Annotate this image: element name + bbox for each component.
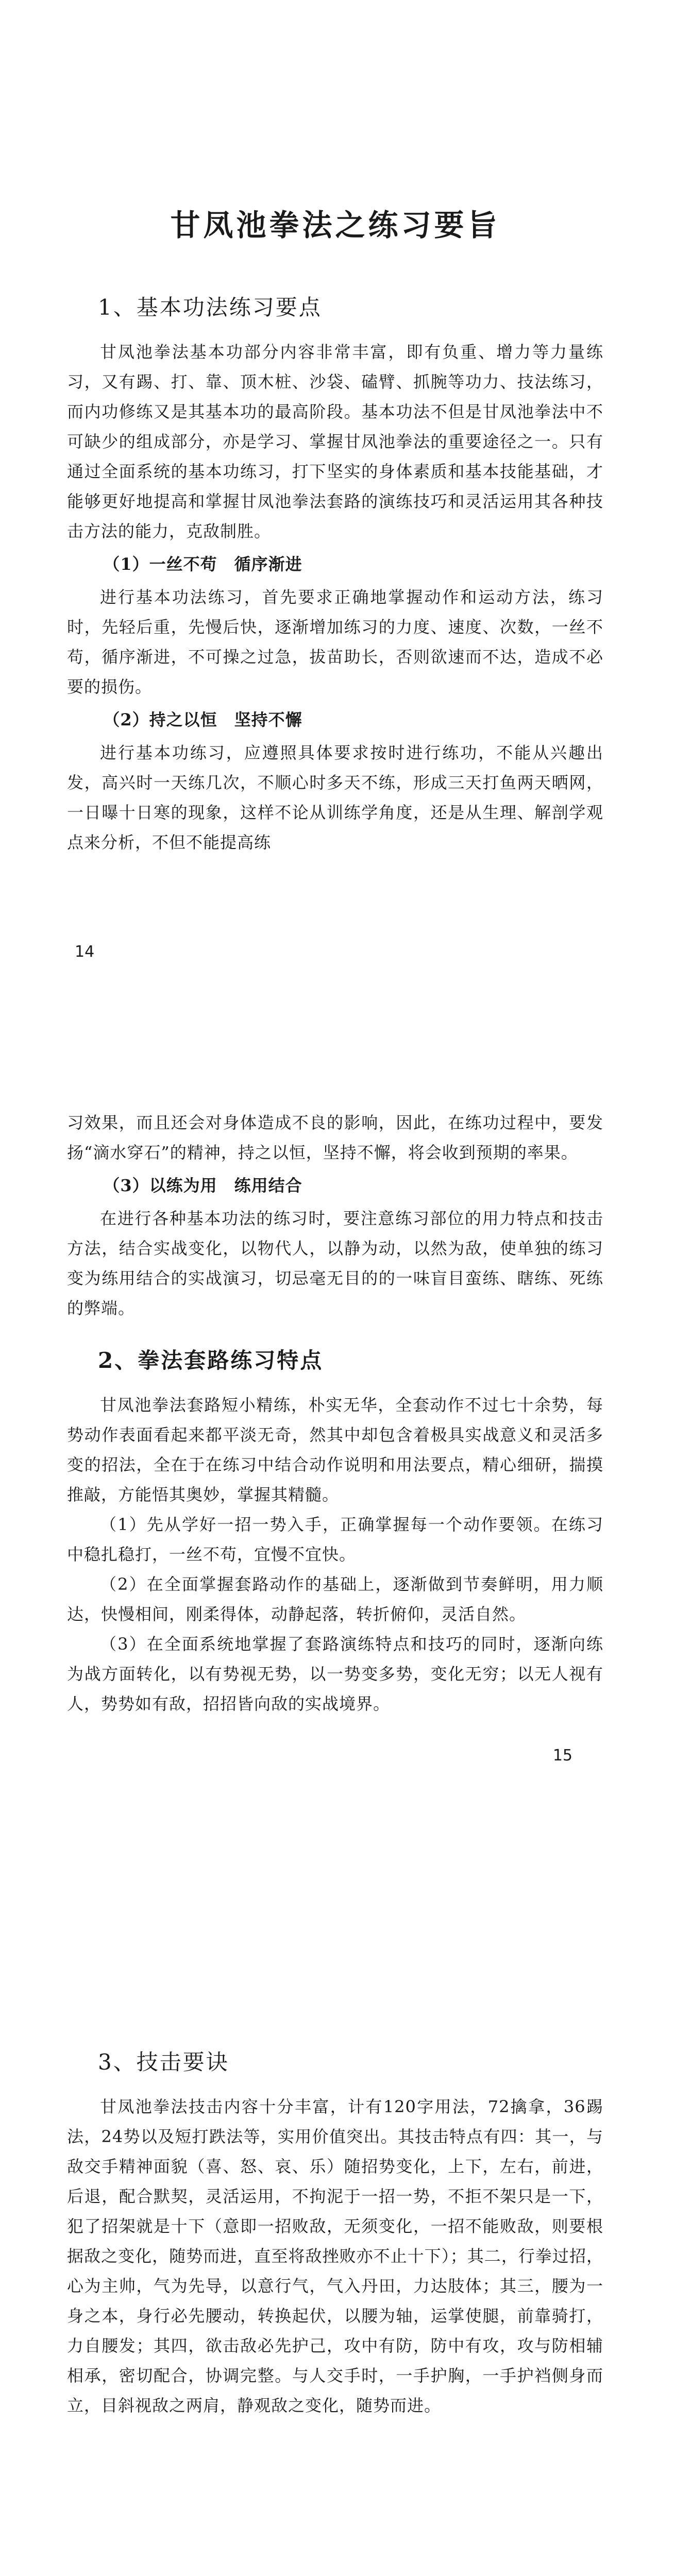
paragraph: 甘凤池拳法技击内容十分丰富，计有120字用法，72擒拿，36踢法，24势以及短打跌法等，实用价值突出。其技击特点有四：其一，与敌交手精神面貌（喜、怒、哀、乐）随招势变化，上下，左右，前进，后退，配合默契，灵活运用，不拘泥于一招一势，不拒不架只是一下，犯了招架就是十下（意即一招败敌，无须变化，一招不能败敌，则要根据敌之变化，随势而进，直至将敌挫败亦不止十下）；其二，行拳过招，心为主帅，气为先导，以意行气，气入丹田，力达肢体；其三，腰为一身之本，身行必先腰动，转换起伏，以腰为轴，运掌使腿，前靠骑打，力自腰发；其四，欲击敌必先护己，攻中有防，防中有攻，攻与防相辅相承，密切配合，协调完整。与人交手时，一手护胸，一手护裆侧身而立，目斜视敌之两肩，静观敌之变化，随势而进。: [67, 2097, 603, 2415]
section-heading-combat: 3、技击要诀: [98, 2049, 229, 2075]
page-16: [0, 1984, 691, 2576]
paragraph: 进行基本功练习，应遵照具体要求按时进行练功，不能从兴趣出发，高兴时一天练几次，不顺心时多天不练，形成三天打鱼两天晒网，一日曝十日寒的现象，这样不论从训练学角度，还是从生理、解剖学观点来分析，不但不能提高练: [67, 743, 603, 852]
section-heading-basic-skills: 1、基本功法练习要点: [98, 295, 322, 320]
page-title: 甘凤池拳法之练习要旨: [170, 208, 500, 243]
paragraph: （1）先从学好一招一势入手，正确掌握每一个动作要领。在练习中稳扎稳打，一丝不苟，宜慢不宜快。: [67, 1515, 603, 1564]
paragraph: 甘凤池拳法套路短小精练，朴实无华，全套动作不过七十余势，每势动作表面看起来都平淡无奇，然其中却包含着极具实战意义和灵活多变的招法，全在于在练习中结合动作说明和用法要点，精心细研，揣摸推敲，方能悟其奥妙，掌握其精髓。: [67, 1395, 603, 1504]
page-15: [0, 1108, 691, 1953]
paragraph: 在进行各种基本功法的练习时，要注意练习部位的用力特点和技击方法，结合实战变化，以物代人，以静为动，以然为敌，使单独的练习变为练用结合的实战演习，切忌毫无目的的一味盲目蛮练、瞎练、死练的弊端。: [67, 1209, 603, 1318]
paragraph: 习效果，而且还会对身体造成不良的影响，因此，在练功过程中，要发扬“滴水穿石”的精神，持之以恒，坚持不懈，将会收到预期的率果。: [67, 1113, 603, 1162]
paragraph: （2）在全面掌握套路动作的基础上，逐渐做到节奏鲜明，用力顺达，快慢相间，刚柔得体，动静起落，转折俯仰，灵活自然。: [67, 1574, 603, 1624]
sub-heading: （2）持之以恒 坚持不懈: [103, 710, 302, 730]
page-number: 15: [552, 1747, 572, 1765]
paragraph: 甘凤池拳法基本功部分内容非常丰富，即有负重、增力等力量练习，又有踢、打、靠、顶木桩、沙袋、磕臂、抓腕等功力、技法练习，而内功修练又是其基本功的最高阶段。基本功法不但是甘凤池拳法中不可缺少的组成部分，亦是学习、掌握甘凤池拳法的重要途径之一。只有通过全面系统的基本功练习，打下坚实的身体素质和基本技能基础，才能够更好地提高和掌握甘凤池拳法套路的演练技巧和灵活运用其各种技击方法的能力，克敌制胜。: [67, 342, 603, 541]
sub-heading: （1）一丝不苟 循序渐进: [103, 554, 302, 574]
paragraph: 进行基本功法练习，首先要求正确地掌握动作和运动方法，练习时，先轻后重，先慢后快，逐渐增加练习的力度、速度、次数，一丝不苟，循序渐进，不可操之过急，拔苗助长，否则欲速而不达，造成不必要的损伤。: [67, 587, 603, 697]
page-14: [0, 170, 691, 1087]
page-number: 14: [75, 943, 95, 961]
paragraph: （3）在全面系统地掌握了套路演练特点和技巧的同时，逐渐向练为战方面转化，以有势视无势，以一势变多势，变化无穷；以无人视有人，势势如有敌，招招皆向敌的实战境界。: [67, 1634, 603, 1714]
sub-heading: （3）以练为用 练用结合: [103, 1176, 302, 1195]
section-heading-forms: 2、拳法套路练习特点: [98, 1348, 324, 1373]
